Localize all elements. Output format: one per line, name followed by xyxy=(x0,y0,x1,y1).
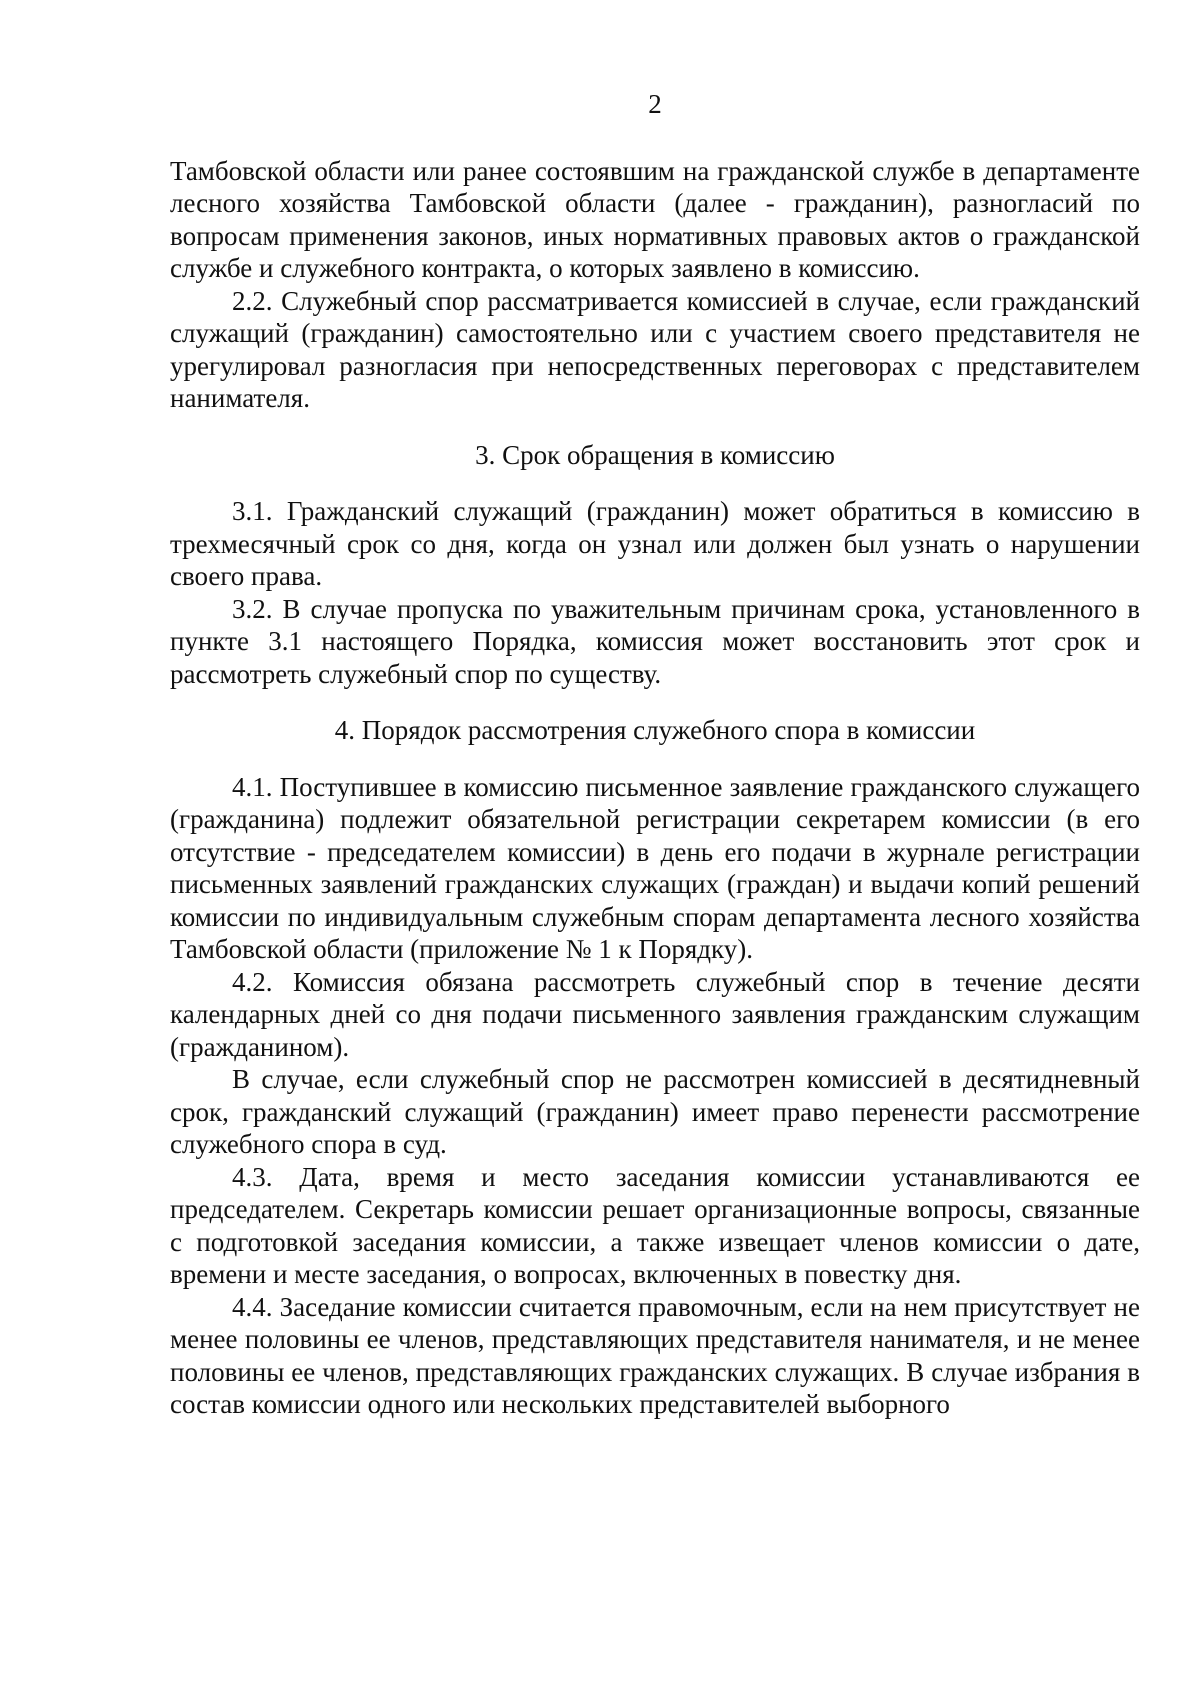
paragraph-3-2: 3.2. В случае пропуска по уважительным причинам срока, установленного в пункте 3.1 настоящего Порядка, комиссия может восстановить этот срок и рассмотреть служебный спор по существу. xyxy=(170,593,1140,689)
paragraph-4-4: 4.4. Заседание комиссии считается правомочным, если на нем присутствует не менее половины ее членов, представляющих представителя нанимателя, и не менее половины ее членов, представляющих гражданских служащих. В случае избрания в состав комиссии одного или нескольких представителей выборного xyxy=(170,1291,1140,1419)
paragraph-4-2-continued: В случае, если служебный спор не рассмотрен комиссией в десятидневный срок, гражданский служащий (гражданин) имеет право перенести рассмотрение служебного спора в суд. xyxy=(170,1064,1140,1159)
page-number: 2 xyxy=(648,89,662,119)
section-heading-3: 3. Срок обращения в комиссию xyxy=(475,439,835,470)
paragraph-4-2: 4.2. Комиссия обязана рассмотреть служебный спор в течение десяти календарных дней со дня подачи письменного заявления гражданским служащим (гражданином). xyxy=(170,966,1140,1062)
paragraph-continuation: Тамбовской области или ранее состоявшим на гражданской службе в департаменте лесного хозяйства Тамбовской области (далее - гражданин), разногласий по вопросам применения законов, иных нормативных правовых актов о гражданской службе и служебного контракта, о которых заявлено в комиссию. xyxy=(170,155,1140,283)
section-heading-4: 4. Порядок рассмотрения служебного спора в комиссии xyxy=(334,715,976,745)
document-page xyxy=(170,88,1140,1421)
paragraph-3-1: 3.1. Гражданский служащий (гражданин) может обратиться в комиссию в трехмесячный срок со дня, когда он узнал или должен был узнать о нарушении своего права. xyxy=(170,496,1140,591)
paragraph-4-3: 4.3. Дата, время и место заседания комиссии устанавливаются ее председателем. Секретарь комиссии решает организационные вопросы, связанные с подготовкой заседания комиссии, а также извещает членов комиссии о дате, времени и месте заседания, о вопросах, включенных в повестку дня. xyxy=(170,1161,1140,1289)
paragraph-4-1: 4.1. Поступившее в комиссию письменное заявление гражданского служащего (гражданина) подлежит обязательной регистрации секретарем комиссии (в его отсутствие - председателем комиссии) в день его подачи в журнале регистрации письменных заявлений гражданских служащих (граждан) и выдачи копий решений комиссии по индивидуальным служебным спорам департамента лесного хозяйства Тамбовской области (приложение № 1 к Порядку). xyxy=(170,771,1140,964)
paragraph-2-2: 2.2. Служебный спор рассматривается комиссией в случае, если гражданский служащий (гражданин) самостоятельно или с участием своего представителя не урегулировал разногласия при непосредственных переговорах с представителем нанимателя. xyxy=(170,285,1140,413)
